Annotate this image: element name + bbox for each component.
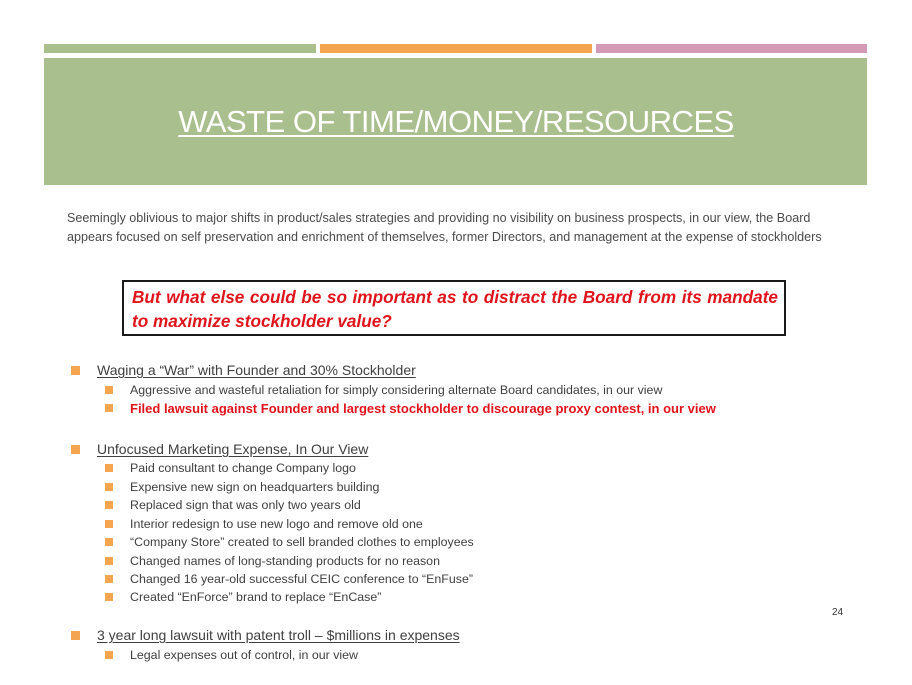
list-item-text: Interior redesign to use new logo and remove old one bbox=[130, 517, 423, 531]
bullet-square-icon bbox=[105, 593, 113, 601]
top-accent-bar-green bbox=[44, 44, 316, 53]
bullet-square-icon bbox=[105, 386, 113, 394]
bullet-square-icon bbox=[105, 651, 113, 659]
bullet-square-icon bbox=[105, 501, 113, 509]
slide-title: WASTE OF TIME/MONEY/RESOURCES bbox=[178, 104, 734, 139]
bullet-square-icon bbox=[105, 404, 113, 412]
list-item-text: Changed names of long-standing products for no reason bbox=[130, 554, 440, 568]
bullet-square-icon bbox=[105, 575, 113, 583]
bullet-square-icon bbox=[105, 557, 113, 565]
bullet-square-icon bbox=[105, 464, 113, 472]
bullet-square-icon bbox=[71, 366, 80, 375]
bullet-square-icon bbox=[105, 520, 113, 528]
list-item-text: Created “EnForce” brand to replace “EnCase” bbox=[130, 590, 382, 604]
page-number: 24 bbox=[832, 607, 844, 618]
callout-text: But what else could be so important as to distract the Board from its mandate to maximize stockholder value? bbox=[132, 287, 778, 331]
list-item-text: Paid consultant to change Company logo bbox=[130, 461, 356, 475]
list-item-text: Legal expenses out of control, in our view bbox=[130, 648, 358, 662]
intro-paragraph: Seemingly oblivious to major shifts in product/sales strategies and providing no visibility on business prospects, in our view, the Board appears focused on self preservation and enrichment of themselves, former Directors, and management at the expense of stockholders bbox=[67, 211, 822, 244]
list-item-text: Changed 16 year-old successful CEIC conference to “EnFuse” bbox=[130, 572, 473, 586]
list-item-text: Filed lawsuit against Founder and largest stockholder to discourage proxy contest, in our view bbox=[130, 401, 716, 416]
top-accent-bar-pink bbox=[596, 44, 867, 53]
list-item-text: “Company Store” created to sell branded clothes to employees bbox=[130, 535, 474, 549]
section-heading-label: Unfocused Marketing Expense, In Our View bbox=[97, 441, 369, 457]
section-heading-label: Waging a “War” with Founder and 30% Stockholder bbox=[97, 362, 416, 378]
list-item-text: Expensive new sign on headquarters building bbox=[130, 480, 380, 494]
callout-box bbox=[122, 280, 786, 336]
bullet-square-icon bbox=[105, 483, 113, 491]
bullet-square-icon bbox=[71, 631, 80, 640]
bullet-square-icon bbox=[71, 445, 80, 454]
list-item-text: Aggressive and wasteful retaliation for simply considering alternate Board candidates, in our view bbox=[130, 383, 663, 397]
section-heading-label: 3 year long lawsuit with patent troll – $millions in expenses bbox=[97, 627, 460, 643]
bullet-square-icon bbox=[105, 538, 113, 546]
top-accent-bar-orange bbox=[320, 44, 592, 53]
list-item-text: Replaced sign that was only two years old bbox=[130, 498, 361, 512]
